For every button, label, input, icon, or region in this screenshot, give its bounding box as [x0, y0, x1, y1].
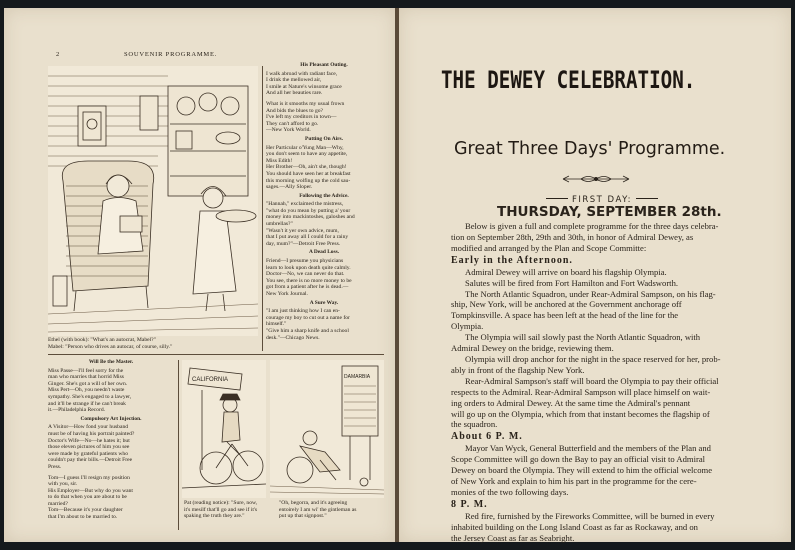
programme-line: Admiral Dewey on the bridge, reviewing them.: [451, 343, 614, 354]
joke-line: And bids the blues to go?: [266, 107, 324, 114]
caption-line-1: Ethel (with book): "What's an autocrat, Mabel?": [48, 337, 156, 343]
joke-line: you don't seem to have any appetite,: [266, 151, 348, 158]
first-day-rule-left: [546, 198, 568, 199]
joke-heading: Will Be the Master.: [88, 359, 134, 365]
joke-line: this morning wolfing up the cold sau-: [266, 177, 351, 184]
joke-line: and it'll be strange if he can't break: [48, 400, 126, 407]
programme-line: Mayor Van Wyck, General Butterfield and the members of the Plan and: [465, 443, 711, 454]
signpost-cartoon: [182, 360, 266, 498]
column-rule: [262, 66, 263, 351]
billboard-cartoon: [270, 360, 384, 498]
section-heading: About 6 P. M.: [451, 431, 523, 443]
joke-line: with you, sir.: [48, 481, 78, 488]
joke-line: They can't afford to go.: [266, 120, 319, 127]
signpost-text: CALIFORNIA: [192, 377, 229, 383]
joke-line: "Give him a sharp knife and a school: [266, 327, 349, 334]
joke-line: Ginger. She's got a will of her own.: [48, 380, 128, 387]
joke-line: sympathy. She's engaged to a lawyer,: [48, 393, 132, 400]
programme-body: [451, 221, 751, 544]
signpost-drawing: [182, 360, 266, 498]
programme-line: Olympia will drop anchor for the night in the space reserved for her, prob-: [465, 353, 721, 364]
joke-line: Tom—I guess I'll resign my position: [48, 474, 130, 481]
joke-line: it.—Philadelphia Record.: [48, 407, 106, 414]
joke-line: Press.: [48, 463, 62, 470]
programme-line: monies of the two following days.: [451, 486, 569, 497]
intro-line: modified and arranged by the Plan and Scope Committe:: [451, 242, 647, 253]
joke-line: Her Particular o'Yung Man—Why,: [266, 144, 344, 151]
joke-line: I walk abroad with radiant face,: [266, 70, 338, 77]
joke-line: You should have seen her at breakfast: [266, 170, 351, 177]
joke-line: day, mum?"—Detroit Free Press.: [266, 240, 341, 247]
programme-line: Dewey on board the Olympia. They will extend to him the official welcome: [451, 465, 713, 476]
date-heading: THURSDAY, SEPTEMBER 28th.: [497, 204, 722, 220]
signpost-caption: [184, 500, 276, 520]
joke-line: learn to look upon death quite calmly.: [266, 264, 351, 271]
signpost-caption-line: it's mesilf that'll go and see if it's: [184, 506, 258, 513]
intro-line: tion on September 28th, 29th and 30th, in honor of Admiral Dewey, as: [451, 231, 694, 242]
caption-line-2: Mabel: "Person who drives an autocar, of course, silly.": [48, 343, 173, 350]
programme-line: Salutes will be fired from Fort Hamilton and Fort Wadsworth.: [465, 277, 679, 288]
billboard-caption-line: put up that signpost.": [279, 513, 327, 520]
programme-sections: [451, 255, 751, 544]
signpost-caption-line: Pat (reading notice): "Sure, now,: [184, 500, 258, 506]
joke-line: Friend—I presume you physicians: [266, 258, 344, 265]
jokes-column-top: [266, 60, 382, 341]
jokes-column-bottom: [48, 357, 174, 521]
horizontal-rule: [48, 354, 384, 355]
joke-line: I smile at Nature's winsome grace: [266, 83, 342, 90]
first-day-label: FIRST DAY:: [571, 195, 633, 205]
billboard-text: DAMARBIA: [344, 374, 371, 380]
page-subtitle: Great Three Days' Programme.: [454, 139, 726, 159]
joke-line: I've left my creditors in town—: [266, 114, 337, 121]
top-cartoon-caption: [48, 337, 258, 350]
joke-line: man who marries that horrid Miss: [48, 374, 124, 381]
programme-line: Red fire, furnished by the Fireworks Committee, will be burned in every: [465, 510, 715, 521]
joke-line: New York Journal.: [266, 291, 308, 297]
programme-line: The Olympia will sail slowly past the North Atlantic Squadron, with: [465, 332, 701, 343]
programme-line: of New York and explain to him his part in the programme for the cere-: [451, 476, 697, 487]
programme-line: Rear-Admiral Sampson's staff will board the Olympia to pay their official: [465, 375, 719, 386]
parlor-illustration: [48, 66, 258, 336]
joke-line: himself.": [266, 321, 287, 328]
programme-line: Olympia.: [451, 321, 484, 332]
page-number: 2: [56, 51, 61, 58]
joke-line: And all her beauties rare.: [266, 90, 323, 97]
joke-line: that I put away all I could for a rainy: [266, 234, 349, 241]
left-page: [4, 8, 395, 542]
first-day-rule-right: [636, 198, 658, 199]
joke-line: Doctor—No, we can never do that.: [266, 271, 345, 278]
joke-line: those eleven pictures of him you see: [48, 444, 130, 451]
joke-line: must be of having his portrait painted?: [48, 430, 135, 437]
joke-heading: Following the Advice.: [299, 192, 349, 199]
joke-line: What is it smooths my usual frown: [266, 100, 345, 107]
joke-line: Doctor's Wife—No—he hates it; but: [48, 437, 130, 444]
joke-heading: A Dead Loss.: [308, 249, 340, 256]
joke-line: A Visitor—How fond your husband: [48, 424, 129, 431]
programme-line: ship, New York, will be anchored at the Government anchorage off: [451, 299, 682, 310]
joke-line: I drink the mellowed air,: [266, 77, 322, 84]
joke-line: umbrellas?": [266, 221, 293, 228]
billboard-caption: [279, 500, 389, 520]
joke-line: married?: [48, 500, 68, 507]
joke-heading: His Pleasant Outing.: [300, 62, 348, 68]
joke-line: that I'm about to be married to.: [48, 514, 118, 521]
joke-line: Tom—Because it's your daughter: [48, 507, 123, 514]
programme-line: inhabited building on the Long Island Coast as far as Rockaway, and on: [451, 521, 698, 532]
programme-line: the squadron.: [451, 419, 498, 430]
joke-line: desk."—Chicago News.: [266, 334, 320, 341]
joke-heading: Compulsory Art Injection.: [80, 415, 142, 422]
ornament-divider: [561, 174, 631, 184]
joke-line: You see, there is no more money to be: [266, 277, 352, 284]
programme-line: respects to the Admiral. Rear-Admiral Sampson will place himself on wait-: [451, 386, 711, 397]
joke-line: "Hannah," exclaimed the mistress,: [266, 201, 344, 208]
programme-line: Tompkinsville. A space has been left at the head of the line for the: [451, 310, 679, 321]
section-heading: 8 P. M.: [451, 498, 488, 510]
joke-line: Miss Edith!: [266, 157, 293, 164]
running-head: SOUVENIR PROGRAMME.: [124, 51, 218, 58]
joke-line: Her Brother—Oh, ain't she, though!: [266, 164, 347, 171]
joke-line: sages.—Ally Sloper.: [266, 184, 313, 191]
joke-line: "Wasn't it yer own advice, mum,: [266, 227, 339, 234]
billboard-drawing: [270, 360, 384, 498]
programme-line: will go up on the Olympia, which from that instant becomes the flagship of: [451, 408, 710, 419]
joke-line: Miss Passe—I'll feel sorry for the: [48, 367, 124, 374]
page-title: THE DEWEY CELEBRATION.: [441, 66, 696, 94]
billboard-caption-line: "Oh, begorra, and it's agreeing: [279, 500, 348, 506]
joke-line: money into mackintoshes, galoshes and: [266, 214, 355, 221]
programme-line: ably in front of the flagship New York.: [451, 364, 585, 375]
joke-line: "what do you mean by putting a' your: [266, 207, 351, 214]
joke-line: —New York World.: [266, 127, 311, 134]
joke-line: His Employer—But why do you want: [48, 487, 133, 494]
programme-line: Scope Committee will go down the Bay to pay an official visit to Admiral: [451, 454, 706, 465]
programme-line: Admiral Dewey will arrive on board his flagship Olympia.: [465, 266, 667, 277]
joke-line: courage my boy to cut out a name for: [266, 314, 350, 321]
column-rule-bottom: [178, 360, 179, 530]
joke-heading: Putting On Airs.: [305, 135, 343, 142]
joke-line: were made by grateful patients who: [48, 450, 128, 457]
joke-line: got from a patient after he is dead.—: [266, 284, 349, 291]
joke-line: Miss Pert—Oh, you needn't waste: [48, 387, 125, 394]
joke-line: "I am just thinking how I can en-: [266, 308, 340, 315]
parlor-drawing: [48, 66, 258, 336]
signpost-caption-line: spaking the truth they are.": [184, 513, 245, 520]
programme-line: ing orders to Admiral Dewey. At the same time the Admiral's pennant: [451, 397, 691, 408]
joke-line: couldn't pay their bills.—Detroit Free: [48, 457, 133, 464]
intro-line: Below is given a full and complete programme for the three days celebra-: [465, 221, 719, 231]
joke-line: to do that when you are about to be: [48, 494, 127, 501]
billboard-caption-line: entoirely I am wi' the gintleman as: [279, 506, 357, 513]
joke-heading: A Sure Way.: [309, 299, 339, 306]
right-page: [399, 8, 791, 542]
programme-line: The North Atlantic Squadron, under Rear-Admiral Sampson, on his flag-: [465, 288, 716, 299]
section-heading: Early in the Afternoon.: [451, 254, 573, 266]
programme-line: the Jersey Coast as far as Seabright.: [451, 532, 575, 543]
